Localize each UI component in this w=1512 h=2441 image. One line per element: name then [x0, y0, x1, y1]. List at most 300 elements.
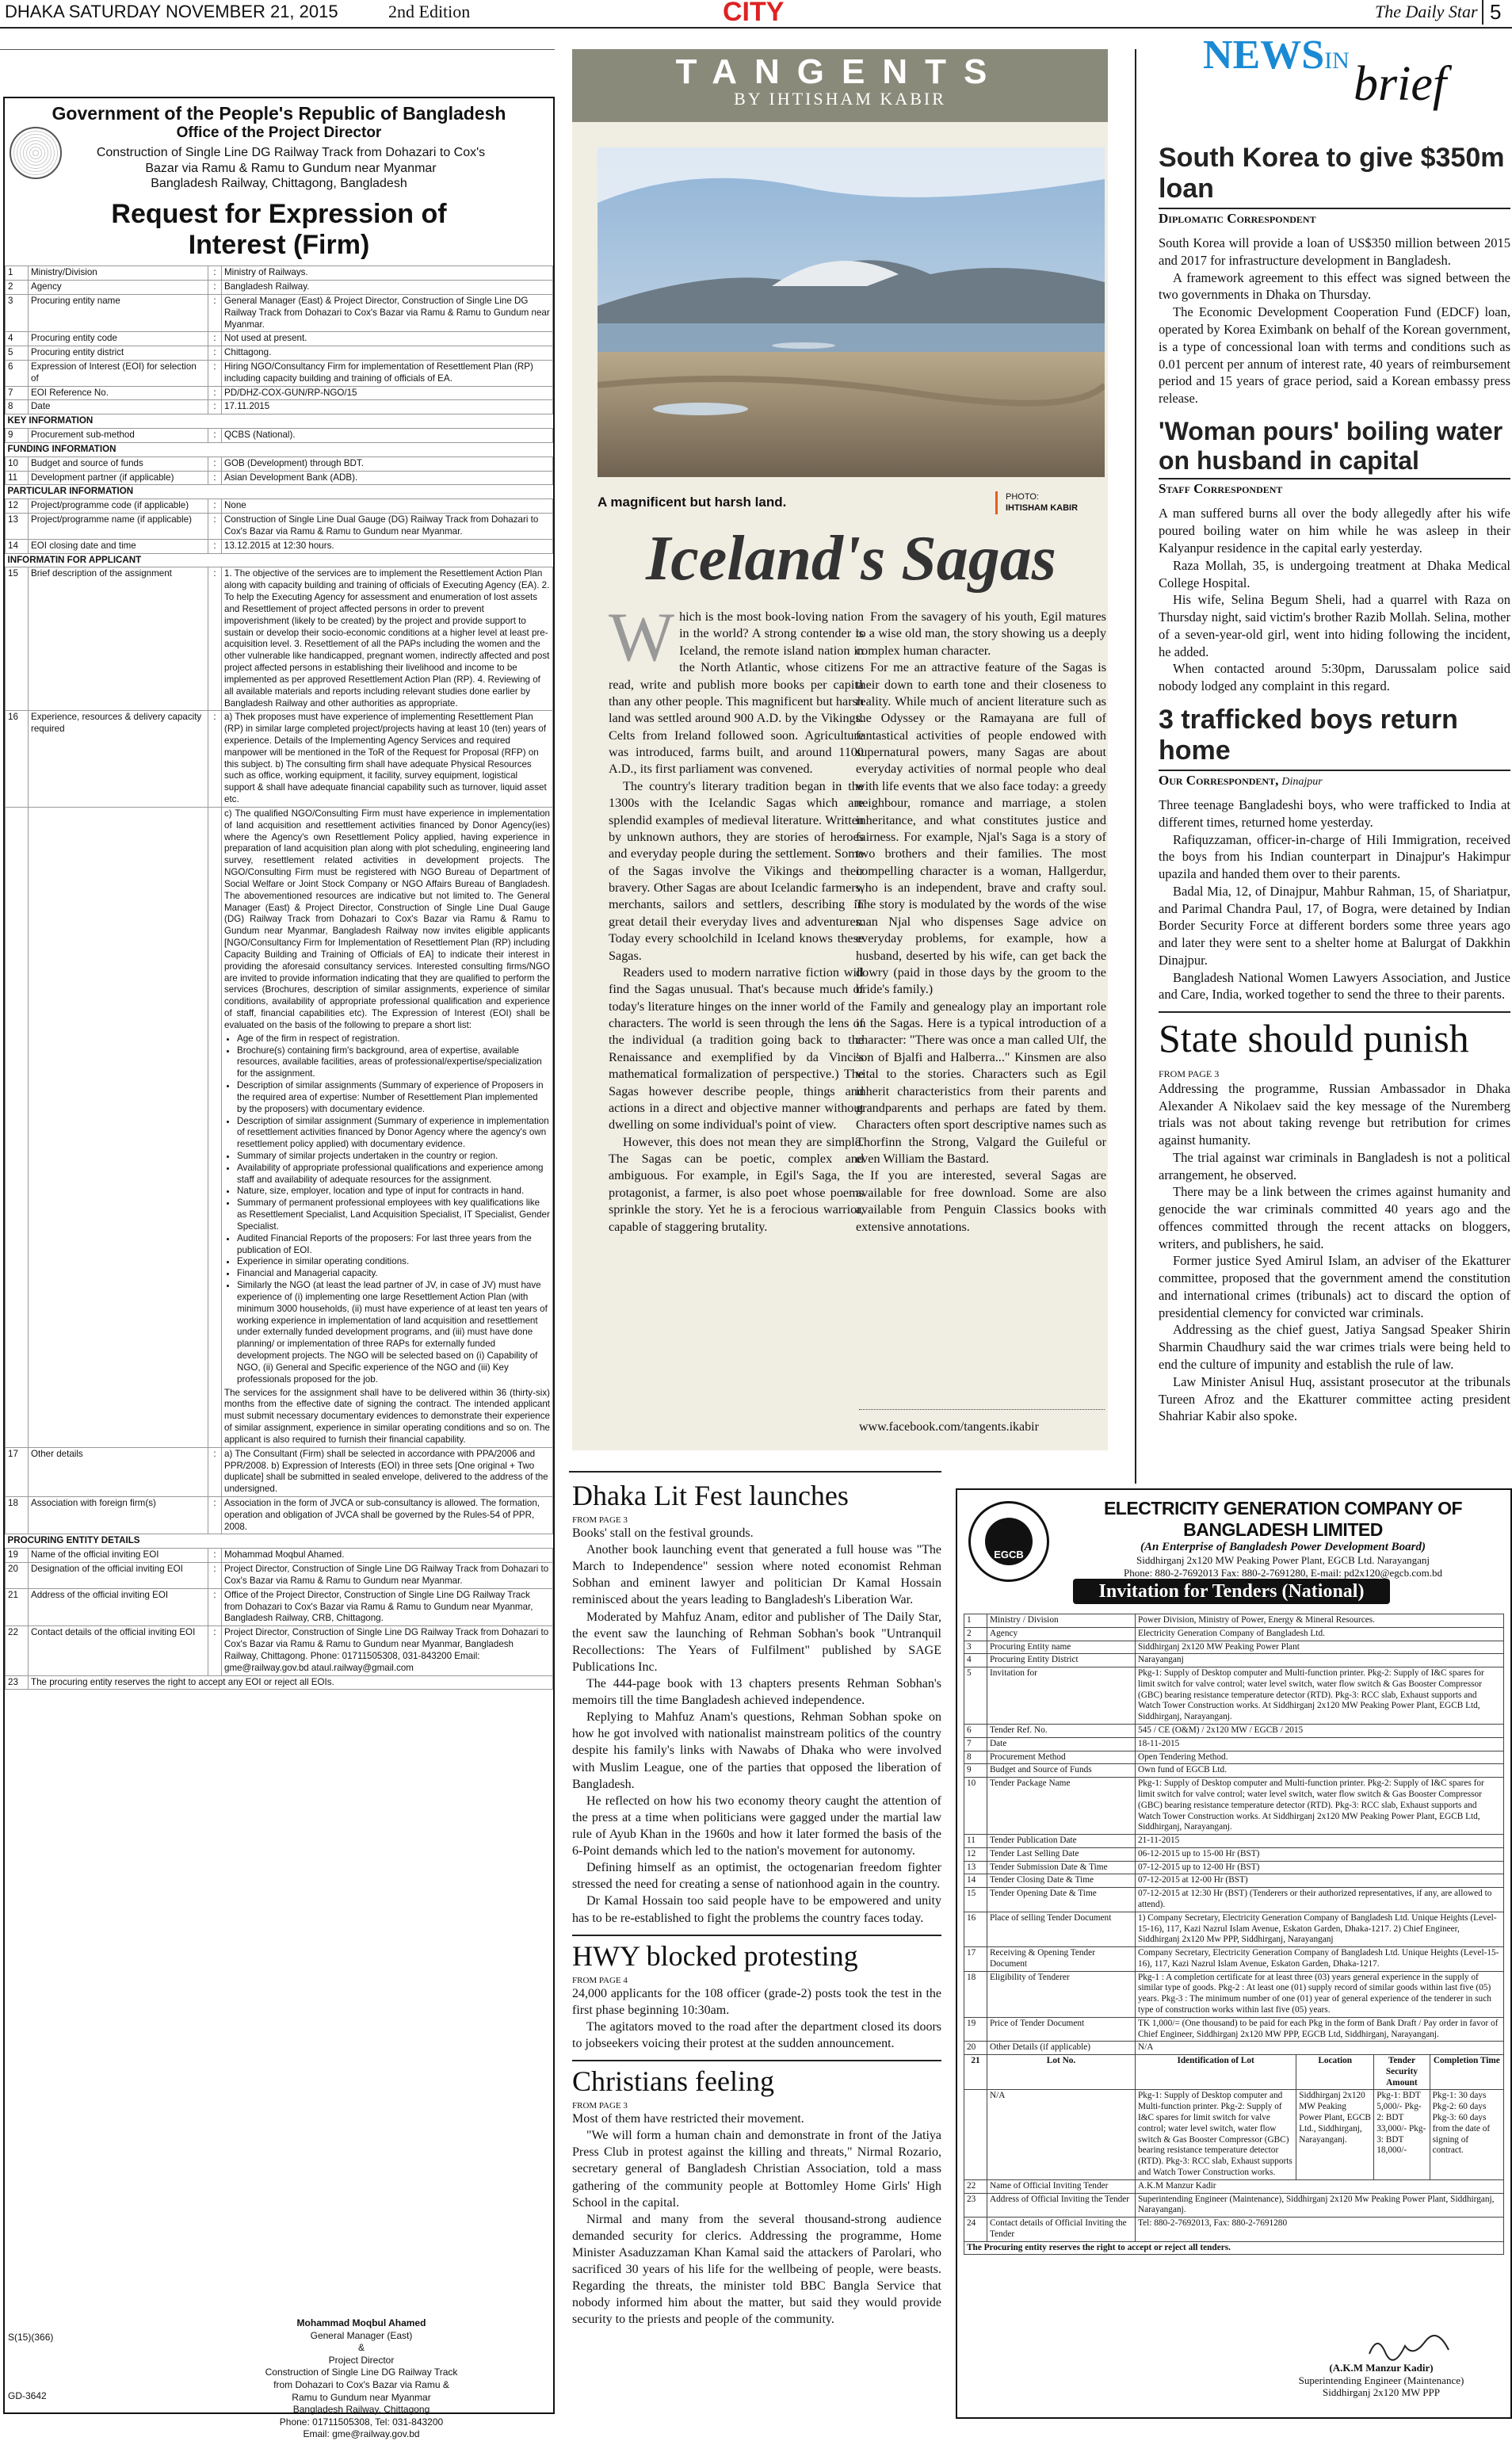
- row-key: Date: [987, 1737, 1136, 1751]
- section-row: [6, 553, 553, 567]
- row-value: Narayanganj: [1136, 1654, 1504, 1667]
- egcb-sub: (An Enterprise of Bangladesh Power Development Board): [1140, 1541, 1426, 1553]
- row-number: 21: [6, 1588, 29, 1625]
- row-colon: :: [208, 360, 222, 386]
- table-row: [6, 1588, 553, 1625]
- jumps-column: [572, 1479, 941, 2328]
- lot-header: Identification of Lot: [1136, 2055, 1296, 2090]
- lot-cell: Pkg-1: Supply of Desktop computer and Multi-function printer. Pkg-2: Supply of I&C spares for limit switch for valve control; water level switch, water flow switch & Gas Booster Compressor (GBC) bearing resistance temperature detector (RTD). Pkg-3: RCC slab, Exhaust supports and Watch Tower Construction works.: [1136, 2090, 1296, 2179]
- row-number: 7: [6, 386, 29, 400]
- row-key: Designation of the official inviting EOI: [29, 1563, 208, 1589]
- table-row: [964, 1971, 1504, 2017]
- signature-line: (A.K.M Manzur Kadir): [1329, 2362, 1434, 2374]
- section-row: [6, 485, 553, 499]
- row-key: Other details: [29, 1447, 208, 1496]
- list-item: • Description of similar assignment (Summary of experience in implementation of resettlement activities financed by Donor Agency where the agency's own resettlement policy applied) with documentary evidence.: [237, 1116, 550, 1151]
- row-number: 16: [6, 711, 29, 808]
- list-item: • Description of similar assignments (Summary of experience of Proposers in the required area of expertise: Number of Resettlement Plan implemented by the proposers) with documentary evidence.: [237, 1080, 550, 1115]
- photo-label: PHOTO:: [1006, 492, 1039, 502]
- j3-headline: Christians feeling: [572, 2065, 774, 2098]
- drop-cap: W: [609, 599, 675, 676]
- table-row: [964, 1861, 1504, 1874]
- section-row: [6, 442, 553, 456]
- paragraph: "We will form a human chain and demonstrate in front of the Jatiya Press Club in protest against the killing and threats," Nirmal Rozario, secretary general of Bangladesh Christian Association, told a mass gathering of the community people at Bottomley Home Girls' High School in the capital.: [572, 2129, 941, 2210]
- row-key: EOI Reference No.: [29, 386, 208, 400]
- table-row: [6, 294, 553, 331]
- egcb-logo-text: EGCB: [985, 1518, 1033, 1565]
- row-key: Receiving & Opening Tender Document: [987, 1947, 1136, 1972]
- signature-line: from Dohazari to Cox's Bazar via Ramu &: [273, 2378, 449, 2390]
- row-value: Chittagong.: [222, 346, 553, 361]
- row-value: Pkg-1 : A completion certificate for at least three (03) years general experience in the supply of similar type of goods. Pkg-2 : At least one (01) supply record of similar goods within last five (05) years. Pkg-3 : The minimum number of one (01) year of general experience of the tenderer in such type of construction works within last five (05) years.: [1136, 1971, 1504, 2017]
- table-row: [6, 400, 553, 414]
- row-number: 4: [6, 332, 29, 346]
- row-number: 22: [6, 1626, 29, 1675]
- table-row: [964, 2017, 1504, 2042]
- row-key: Agency: [29, 281, 208, 295]
- row-colon: [208, 807, 222, 1447]
- paper-name: The Daily Star: [1375, 2, 1478, 21]
- j1-body: [572, 1525, 941, 1927]
- paragraph: A man suffered burns all over the body allegedly after his wife poured boiling water on him while he was asleep in their Kalyanpur residence in the capital early yesterday.: [1159, 506, 1510, 556]
- row-value: [222, 807, 553, 1447]
- row-number: 13: [964, 1861, 987, 1874]
- row-number: 22: [964, 2179, 987, 2193]
- masthead-date: DHAKA SATURDAY NOVEMBER 21, 2015: [5, 2, 338, 21]
- egcb-address: Siddhirganj 2x120 MW Peaking Power Plant, EGCB Ltd. Narayanganj: [1136, 1554, 1430, 1566]
- egcb-table-wrap: [964, 1614, 1504, 2255]
- paragraph: The agitators moved to the road after the department closed its doors to jobseekers voicing their protest at the sudden announcement.: [572, 2019, 941, 2050]
- paragraph: Rafiquzzaman, officer-in-charge of Hili Immigration, received the boys from his Indian counterpart in Dinajpur's Hakimpur upazila and handed them over to their parents.: [1159, 831, 1510, 882]
- row-value: a) Thek proposes must have experience of implementing Resettlement Plan (RP) in similar large completed project/projects having at least 10 (ten) years of experience. Details of the Implementing Agency Services and required manpower will be mentioned in the ToR of the Request for Proposal (RFP) on this subject. b) The consulting firm shall have adequate Physical Resources such as office, working equipment, it facility, survey equipment, logistical support & shall have adequate financial capability such as turnover, liquid asset etc.: [222, 711, 553, 808]
- row-value: Construction of Single Line Dual Gauge (DG) Railway Track from Dohazari to Cox's Bazar via Ramu & Ramu to Gundum near Myanmar.: [222, 514, 553, 540]
- row-number: 19: [6, 1549, 29, 1563]
- signature-line: Superintending Engineer (Maintenance): [1298, 2374, 1464, 2386]
- paragraph: Another book launching event that generated a full house was "The March to Independence" session where noted economist Rehman Sobhan and eminent lawyer and politician Dr Kamal Hossain reminisced about the years leading to Bangladesh's Liberation War.: [572, 1543, 941, 1607]
- table-row: [6, 1497, 553, 1534]
- list-item: • Nature, size, employer, location and type of input for contracts in hand.: [237, 1186, 550, 1198]
- row-value: Pkg-1: Supply of Desktop computer and Multi-function printer. Pkg-2: Supply of I&C spares for limit switch for valve control; water level switch, water flow switch & Gas Booster Compressor (GBC) bearing resistance temperature detector (RTD). Pkg-3: RCC slab, Exhaust supports and Watch Tower Construction works. At Siddhirganj 2x120 MW Peaking Power Plant, EGCB Ltd, Siddhirganj, Narayanganj.: [1136, 1778, 1504, 1835]
- paragraph: For me an attractive feature of the Sagas is their down to earth tone and their closeness to reality. While much of ancient literature such as the Odyssey or the Ramayana are full of fantastical activities of people endowed with supernatural powers, many Sagas are about everyday activities of normal people who deal with life events that we also face today: a greedy neighbour, romance and marriage, a stolen inheritance, and what constitutes justice and fairness. For example, Njal's Saga is a story of two brothers and their families. The most compelling character is a woman, Hallgerdur, who is an independent, brave and crafty soul. The story is modulated by the words of the wise man Njal who dispenses Sage advice on everyday problems, for example, how a husband, deserted by his wife, can get back the dowry (paid in those days by the groom to the bride's family.): [856, 660, 1106, 997]
- row-number: 12: [964, 1847, 987, 1861]
- row-key: Association with foreign firm(s): [29, 1497, 208, 1534]
- row-key: Other Details (if applicable): [987, 2042, 1136, 2055]
- table-row: [6, 332, 553, 346]
- row-key: Invitation for: [987, 1667, 1136, 1725]
- row-number: 16: [964, 1912, 987, 1946]
- row-number: 9: [964, 1764, 987, 1778]
- top-rule: [0, 49, 555, 50]
- row-key: EOI closing date and time: [29, 539, 208, 553]
- bangladesh-seal-icon: [10, 127, 62, 179]
- row-value: Office of the Project Director, Construction of Single Line DG Railway Track from Dohazari to Cox's Bazar via Ramu & Ramu to Gundum near Myanmar, Bangladesh Railway, CRB, Chittagong.: [222, 1588, 553, 1625]
- table-row: [6, 266, 553, 281]
- row-value: Tel: 880-2-7692013, Fax: 880-2-7691280: [1136, 2218, 1504, 2242]
- signature-line: Mohammad Moqbul Ahamed: [296, 2317, 426, 2328]
- list-item: • Availability of appropriate professional qualifications and experience among staff and availability of adequate resources for the assignment.: [237, 1163, 550, 1186]
- jumps-rule: [569, 1471, 941, 1473]
- row-key: Contact details of Official Inviting the Tender: [987, 2218, 1136, 2242]
- row-key: Ministry / Division: [987, 1614, 1136, 1628]
- gov-heading: Government of the People's Republic of Bangladesh: [52, 103, 506, 124]
- tangents-column-2: [856, 609, 1106, 1236]
- row-value: Pkg-1: Supply of Desktop computer and Multi-function printer. Pkg-2: Supply of I&C spares for limit switch for valve control; water level switch, water flow switch & Gas Booster Compressor (GBC) bearing resistance temperature detector (RTD). Pkg-3: RCC slab, Exhaust supports and Watch Tower Construction works. At Siddhirganj 2x120 MW Peaking Power Plant, EGCB Ltd, Siddhirganj, Narayanganj.: [1136, 1667, 1504, 1725]
- j2-from: FROM PAGE 4: [572, 1975, 628, 1985]
- row-value: The procuring entity reserves the right to accept any EOI or reject all EOIs.: [29, 1675, 553, 1690]
- a2-headline: 'Woman pours' boiling water on husband in capital: [1159, 416, 1503, 475]
- list-item: • Audited Financial Reports of the proposers: For last three years from the publication of EOI.: [237, 1233, 550, 1257]
- egcb-title: Invitation for Tenders (National): [1073, 1579, 1390, 1604]
- paragraph: There may be a link between the crimes against humanity and genocide the war criminals committed 40 years ago and the offences committed through the recent attacks on bloggers, writers, and publishers, he said.: [1159, 1184, 1510, 1251]
- row-key: Place of selling Tender Document: [987, 1912, 1136, 1946]
- row-key: Tender Package Name: [987, 1778, 1136, 1835]
- row-value: PD/DHZ-COX-GUN/RP-NGO/15: [222, 386, 553, 400]
- table-row: [6, 567, 553, 711]
- table-row: [964, 1874, 1504, 1888]
- paragraph: Defining himself as an optimist, the octogenarian freedom fighter stressed the need for creating a sense of nationhood again in the country.: [572, 1861, 941, 1892]
- row-number: 5: [964, 1667, 987, 1725]
- section-heading: PARTICULAR INFORMATION: [6, 485, 553, 499]
- egcb-table: [964, 1614, 1504, 2255]
- j3-from: FROM PAGE 3: [572, 2101, 628, 2111]
- table-row: [6, 386, 553, 400]
- row-value: Ministry of Railways.: [222, 266, 553, 281]
- row-number: 2: [6, 281, 29, 295]
- j2-headline: HWY blocked protesting: [572, 1939, 858, 1972]
- nib-column: [1159, 143, 1510, 1425]
- row-number: 18: [6, 1497, 29, 1534]
- row-value: 06-12-2015 up to 15-00 Hr (BST): [1136, 1847, 1504, 1861]
- row-number: 23: [964, 2193, 987, 2218]
- row-key: Development partner (if applicable): [29, 471, 208, 485]
- list-item: • Experience in similar operating conditions.: [237, 1256, 550, 1268]
- paragraph: When contacted around 5:30pm, Darussalam police said nobody lodged any complaint in this regard.: [1159, 661, 1510, 694]
- page-number: 5: [1482, 0, 1501, 25]
- row-colon: :: [208, 514, 222, 540]
- iceland-photo: [598, 147, 1105, 477]
- row-colon: :: [208, 711, 222, 808]
- j3-body: [572, 2111, 941, 2328]
- table-row: [6, 429, 553, 443]
- list-item: • Age of the firm in respect of registration.: [237, 1033, 550, 1045]
- table-row: [964, 1667, 1504, 1725]
- paragraph: Nirmal and many from the several thousand-strong audience demanded security for clerics. Addressing the programme, Home Minister Asaduzzaman Khan Kamal said the attackers of Parolari, who sacrificed 30 years of his life for the wellbeing of people, were beasts. Regarding the threats, the minister told BBC Bangla Service that nobody informed him about the matter, but said they would provide security to the priests and people of the community.: [572, 2212, 941, 2327]
- paragraph: Books' stall on the festival grounds.: [572, 1526, 754, 1540]
- news-in-brief-logo: [1203, 32, 1446, 113]
- signature-line: Project Director: [328, 2354, 395, 2366]
- ad-code-2: GD-3642: [8, 2390, 47, 2401]
- paragraph: Bangladesh National Women Lawyers Association, and Justice and Care, India, worked together to send the three to their parents.: [1159, 969, 1510, 1003]
- table-row: [6, 514, 553, 540]
- row-key: Name of the official inviting EOI: [29, 1549, 208, 1563]
- row-number: 6: [964, 1725, 987, 1738]
- row-colon: :: [208, 386, 222, 400]
- signature-line: &: [357, 2342, 365, 2354]
- row-number: 10: [964, 1778, 987, 1835]
- row-value: Own fund of EGCB Ltd.: [1136, 1764, 1504, 1778]
- row-number: 13: [6, 514, 29, 540]
- a1-body: [1159, 235, 1510, 407]
- paragraph: Replying to Mahfuz Anam's questions, Rehman Sobhan spoke on how he got involved with nationalist mainstream politics of the country despite his family's links with Nawabs of Dhaka who were involved with Muslim League, one of the parties that opposed the liberation of Bangladesh.: [572, 1710, 941, 1791]
- photo-credit: [995, 491, 1078, 514]
- paragraph: A framework agreement to this effect was signed between the two governments in Dhaka on Thursday.: [1159, 269, 1510, 303]
- paragraph: However, this does not mean they are simple. The Sagas can be poetic, complex and ambiguous. For example, in Egil's Saga, the protagonist, a farmer, is also poet whose poems sprinkle the story. Yet he is a ferocious warrior, capable of staggering brutality.: [609, 1134, 864, 1234]
- logo-news: NEWS: [1203, 32, 1325, 78]
- lot-header-row: [964, 2055, 1504, 2090]
- section-heading: INFORMATIN FOR APPLICANT: [6, 553, 553, 567]
- lot-cell: Siddhirganj 2x120 MW Peaking Power Plant, EGCB Ltd., Siddhirganj, Narayanganj.: [1296, 2090, 1374, 2179]
- row-value: Electricity Generation Company of Bangladesh Ltd.: [1136, 1627, 1504, 1641]
- row-key: Date: [29, 400, 208, 414]
- row-key: Ministry/Division: [29, 266, 208, 281]
- paragraph: He reflected on how his two economy theory caught the attention of the press at a time when politicians were gagged under the martial law rule of Ayub Khan in the 1960s and how it later formed the basis of the 6-Point demands which led to the nation's movement for autonomy.: [572, 1794, 941, 1858]
- row-colon: :: [208, 539, 222, 553]
- row-value: 07-12-2015 up to 12-00 Hr (BST): [1136, 1861, 1504, 1874]
- a3-headline: 3 trafficked boys return home: [1159, 704, 1458, 766]
- table-row: [964, 1654, 1504, 1667]
- tangents-column-1: [609, 599, 864, 1236]
- row-value: a) The Consultant (Firm) shall be selected in accordance with PPA/2006 and PPR/2008. b) Expression of Interests (EOI) in three sets [One original + Two duplicate] shall be submitted in sealed envelope, delivered to the address of the undersigned.: [222, 1447, 553, 1496]
- row-number: 11: [964, 1835, 987, 1848]
- table-row: [6, 499, 553, 514]
- paragraph: Former justice Syed Amirul Islam, an adviser of the Ekatturer committee, proposed that the government amend the constitution and international crimes (tribunals) act to discard the option of presidential clemency for convicted war criminals.: [1159, 1253, 1510, 1320]
- row-value: GOB (Development) through BDT.: [222, 456, 553, 471]
- row-value: 13.12.2015 at 12:30 hours.: [222, 539, 553, 553]
- row-number: 3: [6, 294, 29, 331]
- row-key: Contact details of the official inviting EOI: [29, 1626, 208, 1675]
- table-row: [6, 456, 553, 471]
- row-value: Asian Development Bank (ADB).: [222, 471, 553, 485]
- row-value: The Procuring entity reserves the right to accept or reject all tenders.: [964, 2241, 1504, 2255]
- paragraph: Moderated by Mahfuz Anam, editor and publisher of The Daily Star, the event saw the launching of Rehman Sobhan's book "Untranquil Recollections: The Years of Fulfilment" published by SAGE Publications Inc.: [572, 1610, 941, 1674]
- table-row: [964, 1912, 1504, 1946]
- row-number: 10: [6, 456, 29, 471]
- row-value: General Manager (East) & Project Director, Construction of Single Line DG Railway Track from Dohazari to Cox's Bazar via Ramu & Ramu to Gundum near Myanmar.: [222, 294, 553, 331]
- bullet-list: [224, 1033, 550, 1386]
- paragraph: Which is the most book-loving nation in the world? A strong contender is Iceland, the remote island nation in the North Atlantic, whose citizens read, write and publish more books per capita than any other people. This magnificent but harsh land was settled around 900 A.D. by the Vikings. Celts from Ireland followed soon. Agriculture was introduced, farms built, and around 1100 A.D., its first parliament was convened.: [609, 599, 864, 777]
- row-colon: :: [208, 346, 222, 361]
- egcb-logo-icon: [968, 1501, 1049, 1582]
- lot-cell: N/A: [987, 2090, 1136, 2179]
- paragraph: Dr Kamal Hossain too said people have to be empowered and unity has to be re-established to fight the problems the country faces today.: [572, 1894, 941, 1925]
- row-key: Name of Official Inviting Tender: [987, 2179, 1136, 2193]
- tangents-byline: BY IHTISHAM KABIR: [734, 89, 946, 109]
- signature-line: Construction of Single Line DG Railway Track: [265, 2367, 458, 2378]
- lot-header: Location: [1296, 2055, 1374, 2090]
- row-number: 18: [964, 1971, 987, 2017]
- table-row: [964, 1847, 1504, 1861]
- table-row: [964, 1947, 1504, 1972]
- author-link[interactable]: www.facebook.com/tangents.ikabir: [859, 1420, 1039, 1434]
- paragraph: The Economic Development Cooperation Fund (EDCF) loan, operated by Korea Eximbank on behalf of the Korean government, is a type of concessional loan with terms and conditions such as 0.01 percent per annum of interest rate, 40 years of reimbursement period and 15 years of grace period, said a Korean embassy press release.: [1159, 304, 1510, 407]
- table-row: [964, 1641, 1504, 1654]
- lot-cell: Pkg-1: BDT 5,000/- Pkg-2: BDT 33,000/- Pkg-3: BDT 18,000/-: [1374, 2090, 1430, 2179]
- table-row: [6, 711, 553, 808]
- paragraph: Addressing as the chief guest, Jatiya Sangsad Speaker Shirin Sharmin Chaudhury said the war crimes trials were being held to end the culture of impunity and establish the rule of law.: [1159, 1322, 1510, 1372]
- row-value: Bangladesh Railway.: [222, 281, 553, 295]
- paragraph: If you are interested, several Sagas are available for free download. Some are also available from Penguin Classics books with extensive annotations.: [856, 1168, 1106, 1234]
- paragraph: Readers used to modern narrative fiction will find the Sagas unusual. That's because much of today's literature hinges on the inner world of the characters. The world is seen through the lens of the individual (a tradition going back to the Renaissance and exemplified by da Vinci's mathematical formalization of perspective.) The Sagas however describe people, things and actions in a direct and objective manner without dwelling on some individual's point of view.: [609, 965, 864, 1133]
- ad-code: S(15)(366): [8, 2332, 54, 2343]
- row-value: Mohammad Moqbul Ahamed.: [222, 1549, 553, 1563]
- row-key: Brief description of the assignment: [29, 567, 208, 711]
- list-item: • Summary of permanent professional employees with key qualifications like as Resettlement Specialist, Land Acquisition Specialist, IT Specialist, Gender Specialist.: [237, 1198, 550, 1232]
- row-number: 6: [6, 360, 29, 386]
- masthead: [0, 0, 1512, 29]
- table-row: [964, 1764, 1504, 1778]
- row-colon: :: [208, 266, 222, 281]
- row-key: Budget and source of funds: [29, 456, 208, 471]
- row-key: Project/programme name (if applicable): [29, 514, 208, 540]
- row-key: Procurement Method: [987, 1751, 1136, 1764]
- row-colon: :: [208, 567, 222, 711]
- row-value: TK 1,000/= (One thousand) to be paid for each Pkg in the form of Bank Draft / Pay order in favor of Chief Engineer, Siddhirganj 2x120 MW PPP, EGCB Ltd, Siddhirganj, Narayanganj.: [1136, 2017, 1504, 2042]
- row-key: Procuring entity district: [29, 346, 208, 361]
- table-row: [6, 1563, 553, 1589]
- row-value: 21-11-2015: [1136, 1835, 1504, 1848]
- row-number: 8: [6, 400, 29, 414]
- row-key: Tender Submission Date & Time: [987, 1861, 1136, 1874]
- row-key: Expression of Interest (EOI) for selection of: [29, 360, 208, 386]
- row-number: 20: [6, 1563, 29, 1589]
- row-number: 15: [964, 1888, 987, 1912]
- table-row: [964, 2218, 1504, 2242]
- row-number: 14: [964, 1874, 987, 1888]
- table-row: [964, 2179, 1504, 2193]
- row-colon: :: [208, 1563, 222, 1589]
- a1-byline: Diplomatic Correspondent: [1159, 211, 1316, 227]
- row-colon: :: [208, 332, 222, 346]
- signature-line: Phone: 01711505308, Tel: 031-843200: [279, 2416, 444, 2428]
- paragraph: Family and genealogy play an important role in the Sagas. Here is a typical introduction of a character: "There was once a man called Ulf, the son of Bjalfi and Halberra..." Kinsmen are also vital to the stories. Characters such as Egil inherit characteristics from their parents and grandparents and perhaps are fated by them. Characters often sport descriptive names such as Thorfinn the Strong, Valgard the Guileful or even William the Bastard.: [856, 999, 1106, 1166]
- section-row: [6, 1534, 553, 1549]
- row-key: Experience, resources & delivery capacity required: [29, 711, 208, 808]
- project-heading: Construction of Single Line DG Railway Track from Dohazari to Cox's Bazar via Ramu & Ramu to Gundum near Myanmar: [96, 146, 486, 175]
- logo-brief: brief: [1354, 57, 1447, 111]
- table-row: [964, 1737, 1504, 1751]
- row-value: Company Secretary, Electricity Generation Company of Bangladesh Ltd. Unique Heights (Level-15-16), 117, Kazi Nazrul Islam Avenue, Eskaton Garden, Dhaka-1217.: [1136, 1947, 1504, 1972]
- row-colon: :: [208, 499, 222, 514]
- row-key: Procuring Entity name: [987, 1641, 1136, 1654]
- photo-credit-name: IHTISHAM KABIR: [1006, 503, 1079, 514]
- signature-scribble-icon: [1258, 2330, 1504, 2362]
- row-value: Project Director, Construction of Single Line DG Railway Track from Dohazari to Cox's Bazar via Ramu & Ramu to Gundum near Myanmar.: [222, 1563, 553, 1589]
- row-key: Agency: [987, 1627, 1136, 1641]
- row-number: 3: [964, 1641, 987, 1654]
- lot-header: 21: [964, 2055, 987, 2090]
- row-number: 11: [6, 471, 29, 485]
- table-row: [964, 1614, 1504, 1628]
- row-value: None: [222, 499, 553, 514]
- row-number: [964, 2090, 987, 2179]
- row-value: QCBS (National).: [222, 429, 553, 443]
- row-key: Project/programme code (if applicable): [29, 499, 208, 514]
- table-row: [6, 1549, 553, 1563]
- row-colon: :: [208, 1497, 222, 1534]
- article-title: Iceland's Sagas: [646, 524, 1056, 594]
- paragraph: South Korea will provide a loan of US$350 million between 2015 and 2017 for infrastructure development in Bangladesh.: [1159, 235, 1510, 268]
- row-key: Address of the official inviting EOI: [29, 1588, 208, 1625]
- section-heading: FUNDING INFORMATION: [6, 442, 553, 456]
- row-key: Budget and Source of Funds: [987, 1764, 1136, 1778]
- row-colon: :: [208, 294, 222, 331]
- a2-byline: Staff Correspondent: [1159, 481, 1283, 497]
- paragraph: His wife, Selina Begum Sheli, had a quarrel with Raza on Thursday night, said victim's brother Razib Mollah. Selina, mother of a seven-year-old girl, went into hiding following the incident, he added.: [1159, 592, 1510, 659]
- section-row: [6, 414, 553, 429]
- row-value: Superintending Engineer (Maintenance), Siddhirganj 2x120 Mw Peaking Power Plant, Siddhirganj, Narayanganj.: [1136, 2193, 1504, 2218]
- row-value: 1) Company Secretary, Electricity Generation Company of Bangladesh Ltd. Unique Heights (Level-15-16), 117, Kazi Nazrul Islam Avenue, Eskaton Garden, Dhaka-1217. 2) Chief Engineer, Siddhirganj 2x120 Mw PPP, Siddhirganj, Narayanganj: [1136, 1912, 1504, 1946]
- eoi-table: [5, 265, 553, 1690]
- a3-body: [1159, 796, 1510, 1003]
- section-name: CITY: [723, 0, 785, 27]
- a3-location: Dinajpur: [1281, 776, 1323, 789]
- row-value: Power Division, Ministry of Power, Energy & Mineral Resources.: [1136, 1614, 1504, 1628]
- a2-body: [1159, 505, 1510, 694]
- link-rule: [859, 1409, 1105, 1410]
- row-key: Tender Ref. No.: [987, 1725, 1136, 1738]
- table-row: [6, 281, 553, 295]
- row-number: 9: [6, 429, 29, 443]
- row-value: Hiring NGO/Consultancy Firm for implementation of Resettlement Plan (RP) including capacity building and training of officials of EA.: [222, 360, 553, 386]
- row-value: Project Director, Construction of Single Line DG Railway Track from Dohazari to Cox's Bazar via Ramu & Ramu to Gundum near Myanmar, Bangladesh Railway, Chittagong. Phone: 01711505308, 031-843200 Email: gme@railway.gov.bd ataul.railway@gmail.com: [222, 1626, 553, 1675]
- row-value: 18-11-2015: [1136, 1737, 1504, 1751]
- list-item: • Financial and Managerial capacity.: [237, 1268, 550, 1280]
- a4-from: FROM PAGE 3: [1159, 1068, 1220, 1079]
- paragraph: 24,000 applicants for the 108 officer (grade-2) posts took the test in the first phase beginning 10:30am.: [572, 1986, 941, 2017]
- table-row: [6, 360, 553, 386]
- a1-headline: South Korea to give $350m loan: [1159, 143, 1505, 204]
- egcb-signature: [1258, 2362, 1504, 2399]
- paragraph: Three teenage Bangladeshi boys, who were trafficked to India at different times, returned home yesterday.: [1159, 797, 1510, 830]
- row-number: 17: [964, 1947, 987, 1972]
- row-colon: :: [208, 1549, 222, 1563]
- section-heading: KEY INFORMATION: [6, 414, 553, 429]
- a4-body: [1159, 1080, 1510, 1425]
- lot-header: Completion Time: [1430, 2055, 1503, 2090]
- row-value: 17.11.2015: [222, 400, 553, 414]
- row-number: 14: [6, 539, 29, 553]
- egcb-name: ELECTRICITY GENERATION COMPANY OF BANGLADESH LIMITED: [1103, 1498, 1463, 1540]
- org-heading: Bangladesh Railway, Chittagong, Bangladesh: [151, 177, 407, 190]
- row-key: Procuring entity code: [29, 332, 208, 346]
- signature-line: Siddhirganj 2x120 MW PPP: [1323, 2386, 1440, 2399]
- row-colon: :: [208, 429, 222, 443]
- j2-body: [572, 1985, 941, 2052]
- row-value: A.K.M Manzur Kadir: [1136, 2179, 1504, 2193]
- row-value: Not used at present.: [222, 332, 553, 346]
- section-heading: PROCURING ENTITY DETAILS: [6, 1534, 553, 1549]
- table-row: [6, 1675, 553, 1690]
- table-row: [964, 2193, 1504, 2218]
- row-number: 19: [964, 2017, 987, 2042]
- row-number: 1: [964, 1614, 987, 1628]
- a4-headline: State should punish: [1159, 1016, 1469, 1061]
- row-key: Eligibility of Tenderer: [987, 1971, 1136, 2017]
- row-number: 1: [6, 266, 29, 281]
- row-value: N/A: [1136, 2042, 1504, 2055]
- logo-in: IN: [1324, 48, 1350, 74]
- list-item: • Brochure(s) containing firm's background, area of expertise, available resources, available facilities, areas of professional/expertise/specialization for the assignment.: [237, 1045, 550, 1080]
- list-item: • Summary of similar projects undertaken in the country or region.: [237, 1151, 550, 1163]
- row-number: 4: [964, 1654, 987, 1667]
- egcb-phone: Phone: 880-2-7692013 Fax: 880-2-7691280, E-mail: pd2x120@egcb.com.bd: [1124, 1567, 1442, 1579]
- tangents-title: TANGENTS: [675, 52, 1005, 91]
- table-row: [6, 471, 553, 485]
- row-number: [6, 807, 29, 1447]
- lot-row: [964, 2090, 1504, 2179]
- eoi-title: Request for Expression of Interest (Firm): [111, 199, 447, 261]
- paragraph: Law Minister Anisul Huq, assistant prosecutor at the tribunals Tureen Afroz and the Ekatturer committee acting president Shahriar Kabir also spoke.: [1159, 1373, 1510, 1424]
